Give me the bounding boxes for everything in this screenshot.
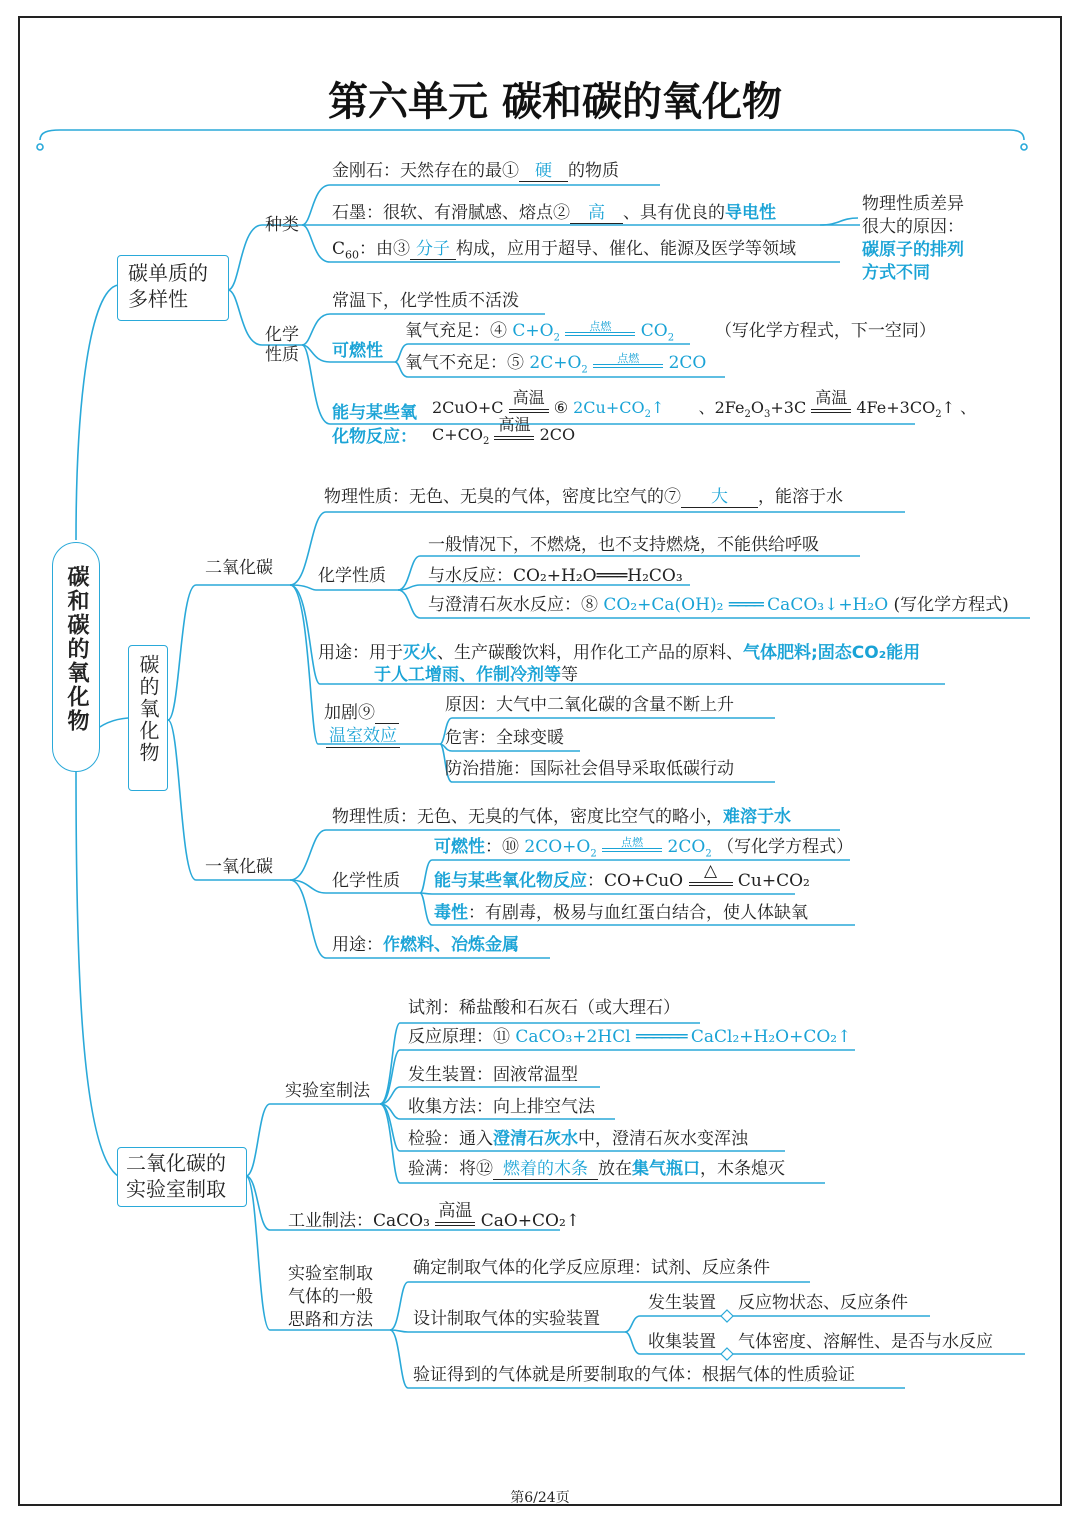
device-row: 发生装置：固液常温型: [408, 1065, 578, 1085]
collect-row: 收集方法：向上排空气法: [408, 1097, 595, 1117]
oxide-react-label: 能与某些氧 化物反应：: [332, 403, 417, 447]
root-node: [52, 542, 100, 772]
root-label: 碳和碳的氧化物: [64, 565, 89, 733]
structure-reason: 物理性质差异 很大的原因： 碳原子的排列 方式不同: [862, 194, 964, 283]
greenhouse-cause: 原因：大气中二氧化碳的含量不断上升: [445, 695, 734, 715]
gen-collect-label: 收集装置: [648, 1332, 716, 1352]
co-oxide-row: 能与某些氧化物反应：CO+CuO △ Cu+CO₂: [434, 861, 810, 891]
greenhouse-prevent: 防治措施：国际社会倡导采取低碳行动: [445, 759, 734, 779]
general-approach-label: 实验室制取 气体的一般 思路和方法: [288, 1264, 373, 1330]
page-title: 第六单元 碳和碳的氧化物: [328, 79, 782, 125]
co-combust-row: 可燃性：⑩ $2CO+O_2$ 点燃 $2CO_2$ （写化学方程式）: [434, 836, 854, 860]
answer-3: 分子: [410, 239, 456, 260]
reduction-eq-row: 2CuO+C 高温 ⑥ $2Cu+CO_2↑$ 、$2Fe_2O_3+3C$ 高温 $4Fe+3CO_2↑$ 、: [432, 388, 977, 421]
general-step-1: 确定制取气体的化学反应原理：试剂、反应条件: [413, 1258, 770, 1278]
co-phys-row: 物理性质：无色、无臭的气体，密度比空气的略小，难溶于水: [332, 807, 791, 827]
reagent-row: 试剂：稀盐酸和石灰石（或大理石）: [408, 998, 680, 1018]
o2-less-row: 氧气不充足：⑤ $2C+O_2$ 点燃 2CO: [405, 352, 707, 376]
greenhouse-label: 加剧⑨: [324, 702, 399, 724]
page-number: 第6/24页: [510, 1490, 570, 1506]
greenhouse-harm: 危害：全球变暖: [445, 728, 564, 748]
stable-row: 常温下，化学性质不活泼: [332, 291, 519, 311]
answer-12: 燃着的木条: [493, 1159, 598, 1180]
co-toxic-row: 毒性：有剧毒，极易与血红蛋白结合，使人体缺氧: [434, 903, 808, 923]
co2-chem-row-1: 一般情况下，不燃烧，也不支持燃烧，不能供给呼吸: [428, 535, 819, 555]
industry-row: 工业制法：CaCO₃ 高温 CaO+CO₂↑: [288, 1201, 581, 1231]
kinds-label: 种类: [265, 215, 299, 235]
full-test-row: 验满：将⑫ 燃着的木条 放在集气瓶口，木条熄灭: [408, 1159, 785, 1179]
co2-phys-row: 物理性质：无色、无臭的气体，密度比空气的⑦ 大 ，能溶于水: [324, 487, 843, 507]
general-step-3: 验证得到的气体就是所要制取的气体：根据气体的性质验证: [413, 1365, 855, 1385]
branch-co2-lab-prep: [117, 1147, 247, 1207]
c60-row: $C_{60}$：由③ 分子 构成，应用于超导、催化、能源及医学等领域: [332, 239, 797, 262]
answer-2: 高: [570, 203, 623, 224]
answer-7: 大: [681, 487, 758, 508]
chem-props-label: 化学性质: [265, 325, 299, 365]
co-chem-label: 化学性质: [332, 871, 400, 891]
test-row: 检验：通入澄清石灰水中，澄清石灰水变浑浊: [408, 1129, 748, 1149]
branch-co2-lab-prep-label: 二氧化碳的实验室制取: [126, 1151, 226, 1201]
gen-collect-detail: 气体密度、溶解性、是否与水反应: [738, 1332, 993, 1352]
co2-chem-label: 化学性质: [318, 566, 386, 586]
combustibility-label: 可燃性: [332, 341, 383, 361]
co2-lime-row: 与澄清石灰水反应：⑧ CO₂+Ca(OH)₂ ════ CaCO₃↓+H₂O (写化学方程式): [428, 595, 1009, 615]
general-step-2: 设计制取气体的实验装置: [413, 1309, 600, 1329]
co2-use-row: 用途：用于灭火、生产碳酸饮料，用作化工产品的原料、气体肥料;固态CO₂能用 于人工增雨、作制冷剂等等: [318, 643, 921, 685]
principle-row: 反应原理：⑪ CaCO₃+2HCl ══════ CaCl₂+H₂O+CO₂↑: [408, 1027, 852, 1047]
gen-device-detail: 反应物状态、反应条件: [738, 1293, 908, 1313]
branch-carbon-oxides: [128, 645, 168, 791]
branch-carbon-element: [117, 255, 229, 321]
co2-reduction-row: $C+CO_2$ 高温 2CO: [432, 415, 576, 448]
diamond-row: 金刚石：天然存在的最① 硬 的物质: [332, 161, 619, 181]
branch-carbon-element-label: 碳单质的多样性: [128, 261, 208, 311]
answer-9: 温室效应: [326, 725, 400, 748]
answer-8: CO₂+Ca(OH)₂: [603, 595, 724, 615]
o2-full-row: 氧气充足：④ $C+O_2$ 点燃 $CO_2$ （写化学方程式，下一空同）: [405, 320, 936, 344]
branch-carbon-oxides-label: 碳的氧化物: [136, 654, 160, 764]
ignite-condition: 点燃: [565, 324, 635, 336]
co2-label: 二氧化碳: [205, 558, 273, 578]
answer-1: 硬: [519, 161, 568, 182]
graphite-row: 石墨：很软、有滑腻感、熔点② 高 、具有优良的导电性: [332, 203, 776, 223]
answer-10: 2CO+O: [524, 837, 591, 857]
gen-device-label: 发生装置: [648, 1293, 716, 1313]
lab-method-label: 实验室制法: [285, 1081, 370, 1101]
answer-11: CaCO₃+2HCl: [515, 1027, 631, 1047]
co2-water-row: 与水反应：CO₂+H₂O═══H₂CO₃: [428, 566, 683, 586]
co-use-row: 用途：作燃料、冶炼金属: [332, 935, 519, 955]
co-label: 一氧化碳: [205, 857, 273, 877]
